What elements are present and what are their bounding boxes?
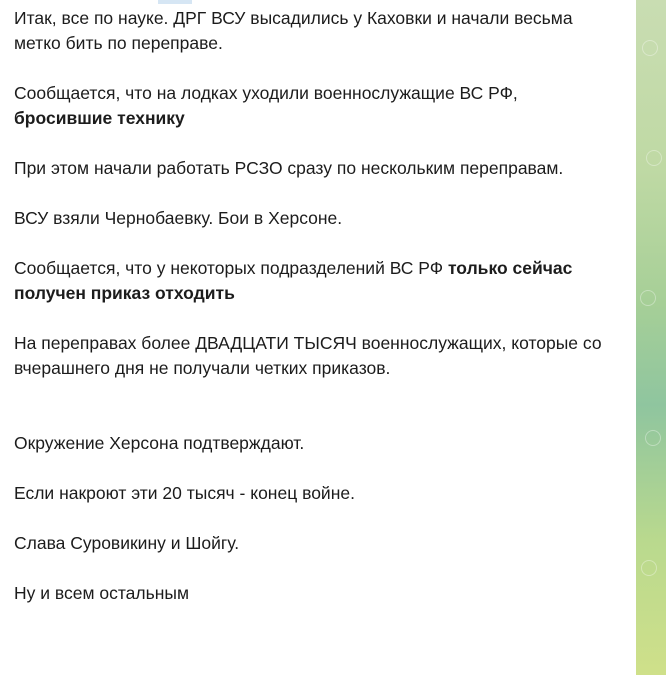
message-paragraph [14,206,614,231]
paragraph-text: ВСУ взяли Чернобаевку. Бои в Херсоне. [14,208,343,228]
message-paragraph [14,156,614,181]
message-paragraph [14,81,614,131]
message-paragraph [14,331,614,381]
paragraph-text: Сообщается, что у некоторых подразделений ВС РФ [14,258,448,278]
paragraph-text: Слава Суровикину и Шойгу. [14,533,240,553]
message-text [14,6,614,631]
message-paragraph [14,431,614,456]
wallpaper-doodle-icon [640,290,656,306]
paragraph-text: При этом начали работать РСЗО сразу по нескольким переправам. [14,158,564,178]
wallpaper-doodle-icon [642,40,658,56]
paragraph-text: На переправах более ДВАДЦАТИ ТЫСЯЧ военнослужащих, которые со вчерашнего дня не получали четких приказов. [14,333,602,378]
paragraph-text: Окружение Херсона подтверждают. [14,433,305,453]
message-paragraph [14,581,614,606]
reply-header-strip [158,0,192,4]
wallpaper-doodle-icon [646,150,662,166]
message-paragraph [14,531,614,556]
paragraph-text: Если накроют эти 20 тысяч - конец войне. [14,483,355,503]
chat-wallpaper [636,0,666,675]
bold-text: только сейчас получен приказ отходить [14,258,573,303]
wallpaper-doodle-icon [645,430,661,446]
paragraph-text: Сообщается, что на лодках уходили военнослужащие ВС РФ, [14,83,518,103]
bold-text: бросившие технику [14,108,185,128]
wallpaper-doodle-icon [641,560,657,576]
paragraph-text: Итак, все по науке. ДРГ ВСУ высадились у Каховки и начали весьма метко бить по переправе. [14,8,573,53]
message-paragraph [14,6,614,56]
message-paragraph [14,256,614,306]
paragraph-text: Ну и всем остальным [14,583,189,603]
message-paragraph [14,481,614,506]
